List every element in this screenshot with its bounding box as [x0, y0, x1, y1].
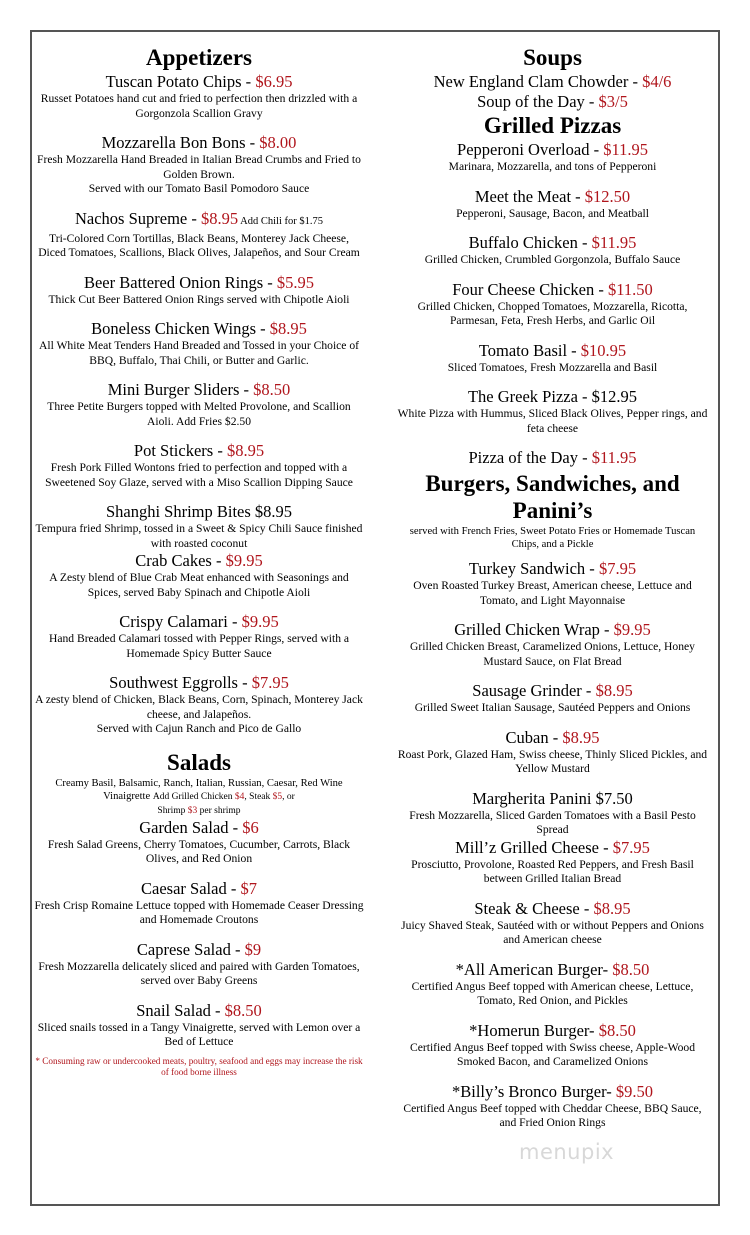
- steak-price: $5: [272, 791, 283, 802]
- item-name: Snail Salad -: [136, 1000, 225, 1020]
- menu-item: [395, 1082, 710, 1131]
- item-name: New England Clam Chowder -: [433, 72, 643, 91]
- menu-item: [34, 209, 364, 261]
- item-name: *Billy’s Bronco Burger-: [451, 1081, 616, 1101]
- item-name: Caesar Salad -: [141, 878, 241, 898]
- item-name: Pot Stickers -: [133, 441, 227, 460]
- addon-price: $1.75: [299, 215, 324, 227]
- item-description: Fresh Mozzarella Hand Breaded in Italian Bread Crumbs and Fried to Golden Brown.: [37, 153, 361, 181]
- item-price: $9.95: [225, 551, 263, 570]
- menu-item: [395, 187, 710, 222]
- item-name: Garden Salad -: [139, 817, 243, 837]
- item-name: Shanghi Shrimp Bites $8.95: [105, 502, 293, 521]
- item-price: $9.50: [615, 1081, 654, 1101]
- item-name: Pizza of the Day -: [468, 448, 592, 467]
- item-price: $8.50: [612, 959, 650, 979]
- item-description: Russet Potatoes hand cut and fried to perfection then drizzled with a Gorgonzola Scallion Gravy: [40, 92, 358, 120]
- soups-heading: Soups: [523, 45, 582, 70]
- item-name: *Homerun Burger-: [469, 1020, 599, 1040]
- appetizers-heading: Appetizers: [145, 45, 253, 70]
- item-name: Tuscan Potato Chips -: [105, 72, 256, 91]
- item-description: A zesty blend of Chicken, Black Beans, Corn, Spinach, Monterey Jack cheese, and Jalapeños.: [35, 693, 363, 721]
- item-description: Sliced snails tossed in a Tangy Vinaigrette, served with Lemon over a Bed of Lettuce: [37, 1020, 361, 1048]
- item-price: $4/6: [642, 72, 672, 91]
- menu-item: [395, 140, 710, 175]
- item-name: Sausage Grinder -: [472, 681, 596, 700]
- item-description: Certified Angus Beef topped with Swiss cheese, Apple-Wood Smoked Bacon, and Caramelized Onions: [410, 1040, 695, 1068]
- item-description: Roast Pork, Glazed Ham, Swiss cheese, Thinly Sliced Pickles, and Yellow Mustard: [397, 747, 708, 775]
- item-price: $12.50: [584, 186, 631, 206]
- item-description: Thick Cut Beer Battered Onion Rings served with Chipotle Aioli: [48, 292, 350, 306]
- item-description: White Pizza with Hummus, Sliced Black Olives, Pepper rings, and feta cheese: [397, 407, 708, 435]
- per-shrimp-label: per shrimp: [197, 805, 241, 816]
- item-name: Meet the Meat -: [474, 186, 585, 206]
- menu-item: [395, 280, 710, 329]
- item-price: $7.95: [251, 673, 289, 692]
- item-price: $8.50: [224, 1000, 262, 1020]
- right-column: [395, 44, 710, 1143]
- item-description: Tri-Colored Corn Tortillas, Black Beans, Monterey Jack Cheese, Diced Tomatoes, Scallions, Black Olives, Jalapeños, and Sour Cream: [38, 231, 360, 259]
- item-price: $3/5: [598, 92, 628, 111]
- item-name: Southwest Eggrolls -: [109, 673, 252, 692]
- menu-item: [34, 72, 364, 121]
- menu-item: [395, 789, 710, 838]
- item-description: Pepperoni, Sausage, Bacon, and Meatball: [456, 206, 649, 220]
- item-price: $8.50: [253, 380, 291, 399]
- menu-item: [34, 1001, 364, 1050]
- item-description: Fresh Salad Greens, Cherry Tomatoes, Cucumber, Carrots, Black Olives, and Red Onion: [47, 837, 351, 865]
- item-name: Caprese Salad -: [136, 939, 245, 959]
- menu-item: [34, 818, 364, 867]
- item-name: Mini Burger Sliders -: [107, 380, 254, 399]
- item-name: Cuban -: [505, 727, 563, 747]
- menu-item: [395, 72, 710, 92]
- item-price: $9: [244, 939, 262, 959]
- watermark-logo: menupix: [519, 1140, 615, 1164]
- item-description: Grilled Chicken Breast, Caramelized Onions, Lettuce, Honey Mustard Sauce, on Flat Bread: [410, 640, 695, 668]
- or-label: , or: [282, 791, 295, 802]
- item-description: Juicy Shaved Steak, Sautéed with or without Peppers and Onions and American cheese: [401, 918, 704, 946]
- menu-item: [395, 448, 710, 468]
- dressings-list: Creamy Basil, Balsamic, Ranch, Italian, Russian, Caesar, Red Wine Vinaigrette: [55, 777, 343, 802]
- item-price: $8.95: [595, 681, 633, 700]
- item-description: Fresh Crisp Romaine Lettuce topped with Homemade Ceaser Dressing and Homemade Croutons: [34, 898, 364, 926]
- item-price: $6: [242, 817, 259, 837]
- item-description: Fresh Mozzarella, Sliced Garden Tomatoes with a Basil Pesto Spread: [409, 808, 696, 836]
- item-price: $11.50: [608, 279, 653, 299]
- item-price: $6.95: [255, 72, 293, 91]
- menu-item: [395, 92, 710, 112]
- item-price: $9.95: [241, 612, 279, 631]
- menu-item: [395, 838, 710, 887]
- item-description: Tempura fried Shrimp, tossed in a Sweet & Spicy Chili Sauce finished with roasted coconut: [35, 522, 363, 550]
- item-description: Prosciutto, Provolone, Roasted Red Peppers, and Fresh Basil between Grilled Italian Bread: [411, 857, 694, 885]
- item-price: $7: [240, 878, 257, 898]
- item-description: Fresh Mozzarella delicately sliced and paired with Garden Tomatoes, served over Baby Greens: [38, 959, 360, 987]
- item-name: Steak & Cheese -: [474, 898, 594, 918]
- shrimp-label: Shrimp: [157, 805, 188, 816]
- menu-item: [395, 341, 710, 376]
- menu-item: [34, 441, 364, 490]
- shrimp-price: $3: [187, 805, 198, 816]
- item-name: Mozzarella Bon Bons -: [101, 133, 260, 152]
- item-description: Oven Roasted Turkey Breast, American cheese, Lettuce and Tomato, and Light Mayonnaise: [413, 579, 692, 607]
- add-chicken-label: Add Grilled Chicken: [152, 791, 235, 802]
- item-description: A Zesty blend of Blue Crab Meat enhanced with Seasonings and Spices, served Baby Spinach and Chipotle Aioli: [49, 571, 349, 599]
- menu-item: [395, 681, 710, 716]
- item-price: $7.95: [598, 559, 637, 578]
- item-price: $8.95: [201, 208, 239, 228]
- burgers-subtitle: served with French Fries, Sweet Potato Fries or Homemade Tuscan Chips, and a Pickle: [409, 526, 696, 550]
- menu-item: [34, 673, 364, 737]
- addon-label: Add Chili for: [238, 215, 300, 227]
- item-name: Margherita Panini $7.50: [472, 788, 633, 808]
- item-description-2: Served with our Tomato Basil Pomodoro Sauce: [88, 182, 310, 195]
- menu-item: [34, 319, 364, 368]
- item-description: Marinara, Mozzarella, and tons of Pepperoni: [448, 160, 657, 173]
- item-name: Tomato Basil -: [478, 340, 581, 360]
- item-price: $8.95: [226, 441, 265, 460]
- item-name: *All American Burger-: [455, 959, 613, 979]
- item-price: $8.95: [593, 898, 631, 918]
- chicken-price: $4: [234, 791, 245, 802]
- item-description: Certified Angus Beef topped with American cheese, Lettuce, Tomato, Red Onion, and Pickles: [411, 979, 694, 1007]
- item-name: Grilled Chicken Wrap -: [454, 620, 614, 639]
- menu-item: [395, 559, 710, 608]
- item-name: Nachos Supreme -: [74, 208, 201, 228]
- menu-item: [395, 899, 710, 948]
- item-price: $9.95: [613, 620, 651, 639]
- item-description-2: Served with Cajun Ranch and Pico de Gallo: [96, 722, 302, 735]
- menu-item: [34, 879, 364, 928]
- salad-dressings-note: [34, 777, 364, 818]
- item-description: Hand Breaded Calamari tossed with Pepper Rings, served with a Homemade Spicy Butter Sauce: [48, 632, 350, 660]
- item-name: Soup of the Day -: [477, 92, 599, 111]
- menu-item: [395, 1021, 710, 1070]
- item-price: $5.95: [276, 272, 315, 292]
- item-price: $7.95: [612, 837, 650, 857]
- item-price: $11.95: [603, 140, 648, 159]
- item-name: Boneless Chicken Wings -: [91, 319, 270, 338]
- item-price: $8.95: [562, 727, 600, 747]
- menu-item: [395, 728, 710, 777]
- menu-item: [34, 612, 364, 661]
- salads-heading: Salads: [167, 749, 231, 775]
- item-name: Pepperoni Overload -: [457, 140, 604, 159]
- item-description: Grilled Chicken, Chopped Tomatoes, Mozzarella, Ricotta, Parmesan, Feta, Fresh Herbs, and Garlic Oil: [417, 299, 688, 327]
- menu-item: [34, 133, 364, 197]
- left-column: [34, 44, 364, 1079]
- item-name: Crab Cakes -: [135, 551, 226, 570]
- item-description: Grilled Chicken, Crumbled Gorgonzola, Buffalo Sauce: [424, 253, 681, 266]
- item-name: The Greek Pizza - $12.95: [467, 387, 638, 406]
- item-description: Fresh Pork Filled Wontons fried to perfection and topped with a Sweetened Soy Glaze, served with a Miso Scallion Dipping Sauce: [45, 461, 353, 489]
- menu-item: [395, 620, 710, 669]
- item-name: Mill’z Grilled Cheese -: [455, 837, 613, 857]
- item-name: Beer Battered Onion Rings -: [83, 272, 277, 292]
- menu-item: [395, 387, 710, 436]
- steak-label: , Steak: [244, 791, 273, 802]
- menu-item: [395, 233, 710, 268]
- item-name: Crispy Calamari -: [119, 612, 242, 631]
- item-description: All White Meat Tenders Hand Breaded and Tossed in your Choice of BBQ, Buffalo, Thai Chili, or Butter and Garlic.: [38, 339, 360, 367]
- item-name: Four Cheese Chicken -: [452, 279, 609, 299]
- item-description: Certified Angus Beef topped with Cheddar Cheese, BBQ Sauce, and Fried Onion Rings: [403, 1101, 702, 1129]
- item-description: Three Petite Burgers topped with Melted Provolone, and Scallion Aioli. Add Fries $2.50: [47, 400, 351, 428]
- menu-item: [34, 273, 364, 308]
- menu-item: [395, 960, 710, 1009]
- pizzas-heading: Grilled Pizzas: [483, 113, 622, 138]
- menu-item: [34, 940, 364, 989]
- burgers-heading: Burgers, Sandwiches, and Panini’s: [425, 471, 680, 523]
- item-price: $10.95: [580, 340, 627, 360]
- item-name: Turkey Sandwich -: [468, 559, 599, 578]
- menu-item: [34, 502, 364, 551]
- item-price: $11.95: [591, 448, 637, 467]
- item-description: Grilled Sweet Italian Sausage, Sautéed Peppers and Onions: [414, 701, 691, 714]
- item-price: $8.50: [598, 1020, 636, 1040]
- menu-item: [34, 380, 364, 429]
- item-price: $8.00: [259, 133, 297, 152]
- item-description: Sliced Tomatoes, Fresh Mozzarella and Basil: [447, 360, 658, 374]
- item-price: $11.95: [591, 233, 637, 252]
- item-name: Buffalo Chicken -: [468, 233, 592, 252]
- food-safety-disclaimer: * Consuming raw or undercooked meats, poultry, seafood and eggs may increase the risk of food borne illness: [35, 1055, 363, 1077]
- menu-item: [34, 551, 364, 600]
- item-price: $8.95: [269, 319, 307, 338]
